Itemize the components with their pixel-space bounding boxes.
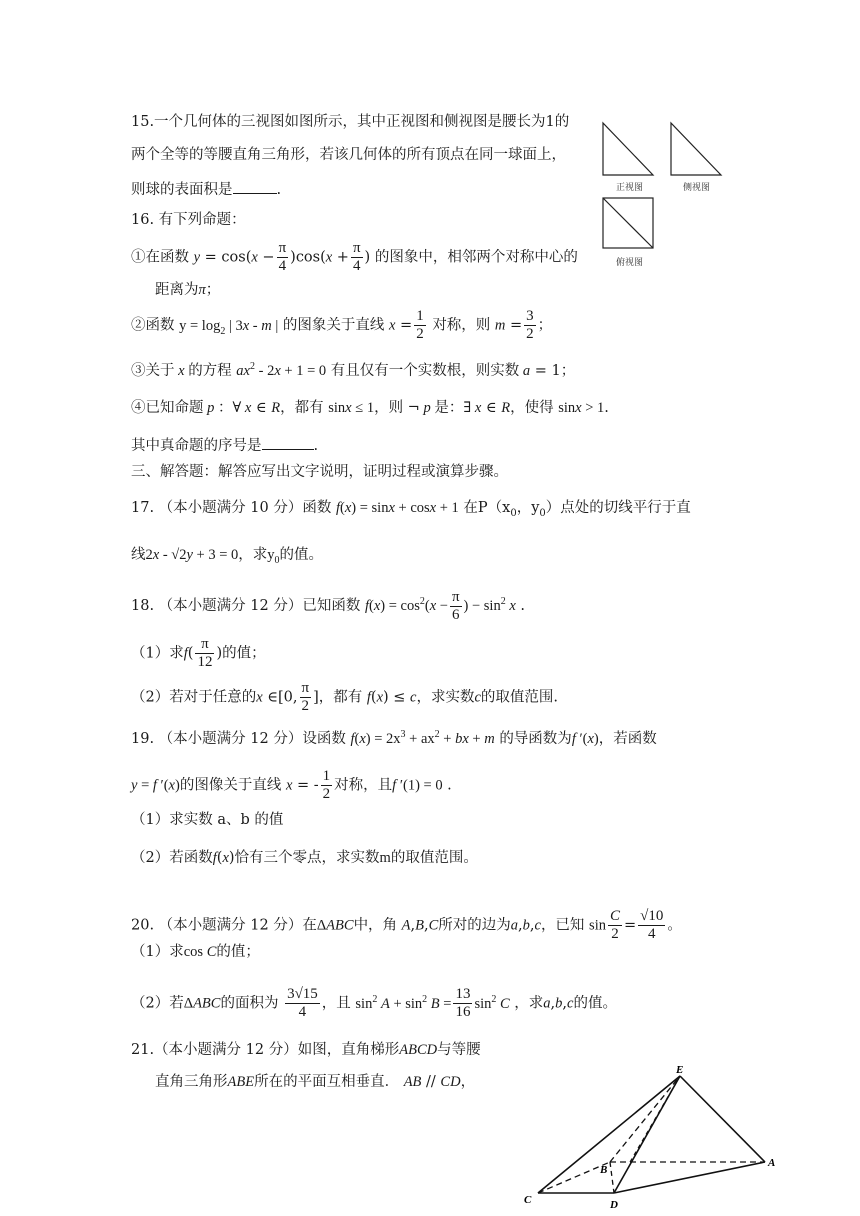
pyramid-figure [520,1062,790,1214]
answer-blank [262,435,314,450]
q21-line1: 21.（本小题满分 12 分）如图，直角梯形ABCD与等腰 [131,1042,481,1058]
top-view-caption: 俯视图 [616,258,644,268]
q17-line2: 线2x - √2y + 3 = 0，求$y_0$的值。 [131,547,324,566]
q20-part1: （1）求cos C的值； [131,944,260,960]
q19-line1: 19. （本小题满分 12 分）设函数 $f(x) = 2x^3 + ax^2$ + bx + m 的导函数为f ′(x)，若函数 [131,729,657,747]
section-3-heading: 三、解答题：解答应写出文字说明，证明过程或演算步骤。 [131,464,508,480]
q17-line1: 17. （本小题满分 10 分）函数 f(x) = sinx + cosx + 1 在$P(x_0$，$y_0$）点处的切线平行于直 [131,500,691,519]
vertex-label-c: C [524,1194,532,1206]
top-view [603,198,653,248]
q16-prop3: ③关于 x 的方程 $ax^2 - 2x + 1 = 0$ 有且仅有一个实数根，则实数 a = 1； [131,361,576,379]
q20-line1: 20. （本小题满分 12 分）在ΔABC中，角 A,B,C所对的边为a,b,c，已知 sin $\frac{C}{2}$ = $\frac{√10}{4}$ 。 [131,908,682,942]
vertex-label-b: B [600,1164,608,1176]
q19-part2: （2）若函数f(x)恰有三个零点，求实数m的取值范围。 [131,850,478,866]
vertex-label-e: E [676,1064,684,1076]
side-view-caption: 侧视图 [683,183,711,193]
q21-line2: 直角三角形ABE所在的平面互相垂直． AB // CD， [155,1074,476,1090]
front-view-caption: 正视图 [616,183,644,193]
q15-line1: 15.一个几何体的三视图如图所示，其中正视图和侧视图是腰长为1的 [131,114,570,130]
q15-line2: 两个全等的等腰直角三角形，若该几何体的所有顶点在同一球面上， [131,147,566,163]
vertex-label-a: A [768,1157,776,1169]
q18-part1: （1）求f( $\frac{\pi}{12}$ )的值； [131,636,266,670]
q19-part1: （1）求实数 a、b 的值 [131,812,284,828]
q16-ask: 其中真命题的序号是 . [131,435,318,456]
q20-part2: （2）若ΔABC的面积为 $\frac{3√15}{4}$ ，且 $\sin^2 A + \sin^2 B$ = $\frac{13}{16}$ $\sin^2 C$ ，求a,b,c的值。 [131,986,617,1020]
q16-prop1: ①在函数 y = cos(x − $\frac{\pi}{4}$ )cos(x + $\frac{\pi}{4}$ ) 的图象中，相邻两个对称中心的 [131,240,578,274]
front-view [603,123,653,175]
q19-line2: y = f ′(x)的图像关于直线 x = - $\frac{1}{2}$ 对称，且f ′(1) = 0 . [131,768,452,802]
q16-prop4: ④已知命题 p ：∀ x ∈ R，都有 sinx ≤ 1，则 ¬ p 是：∃ x ∈ R，使得 sinx > 1. [131,400,609,416]
q16-heading: 16. 有下列命题： [131,212,246,228]
side-view [671,123,721,175]
q16-prop2: ②函数 $y = \log_2$ | 3x - m | 的图象关于直线 x = $\frac{1}{2}$ 对称，则 m = $\frac{3}{2}$ ； [131,308,553,342]
q16-prop1-cont: 距离为π； [155,282,221,298]
answer-blank [233,179,277,194]
q15-line3: 则球的表面积是 . [131,179,281,200]
q18-part2: （2）若对于任意的x ∈[0, $\frac{\pi}{2}$ ]，都有 f(x) ≤ c，求实数c的取值范围. [131,680,559,714]
vertex-label-d: D [610,1199,618,1211]
three-view-figure [598,118,728,270]
q18-line1: 18. （本小题满分 12 分）已知函数 $f(x) = \cos^2(x$ − $\frac{\pi}{6}$ ) − $\sin^2 x$ . [131,589,525,623]
